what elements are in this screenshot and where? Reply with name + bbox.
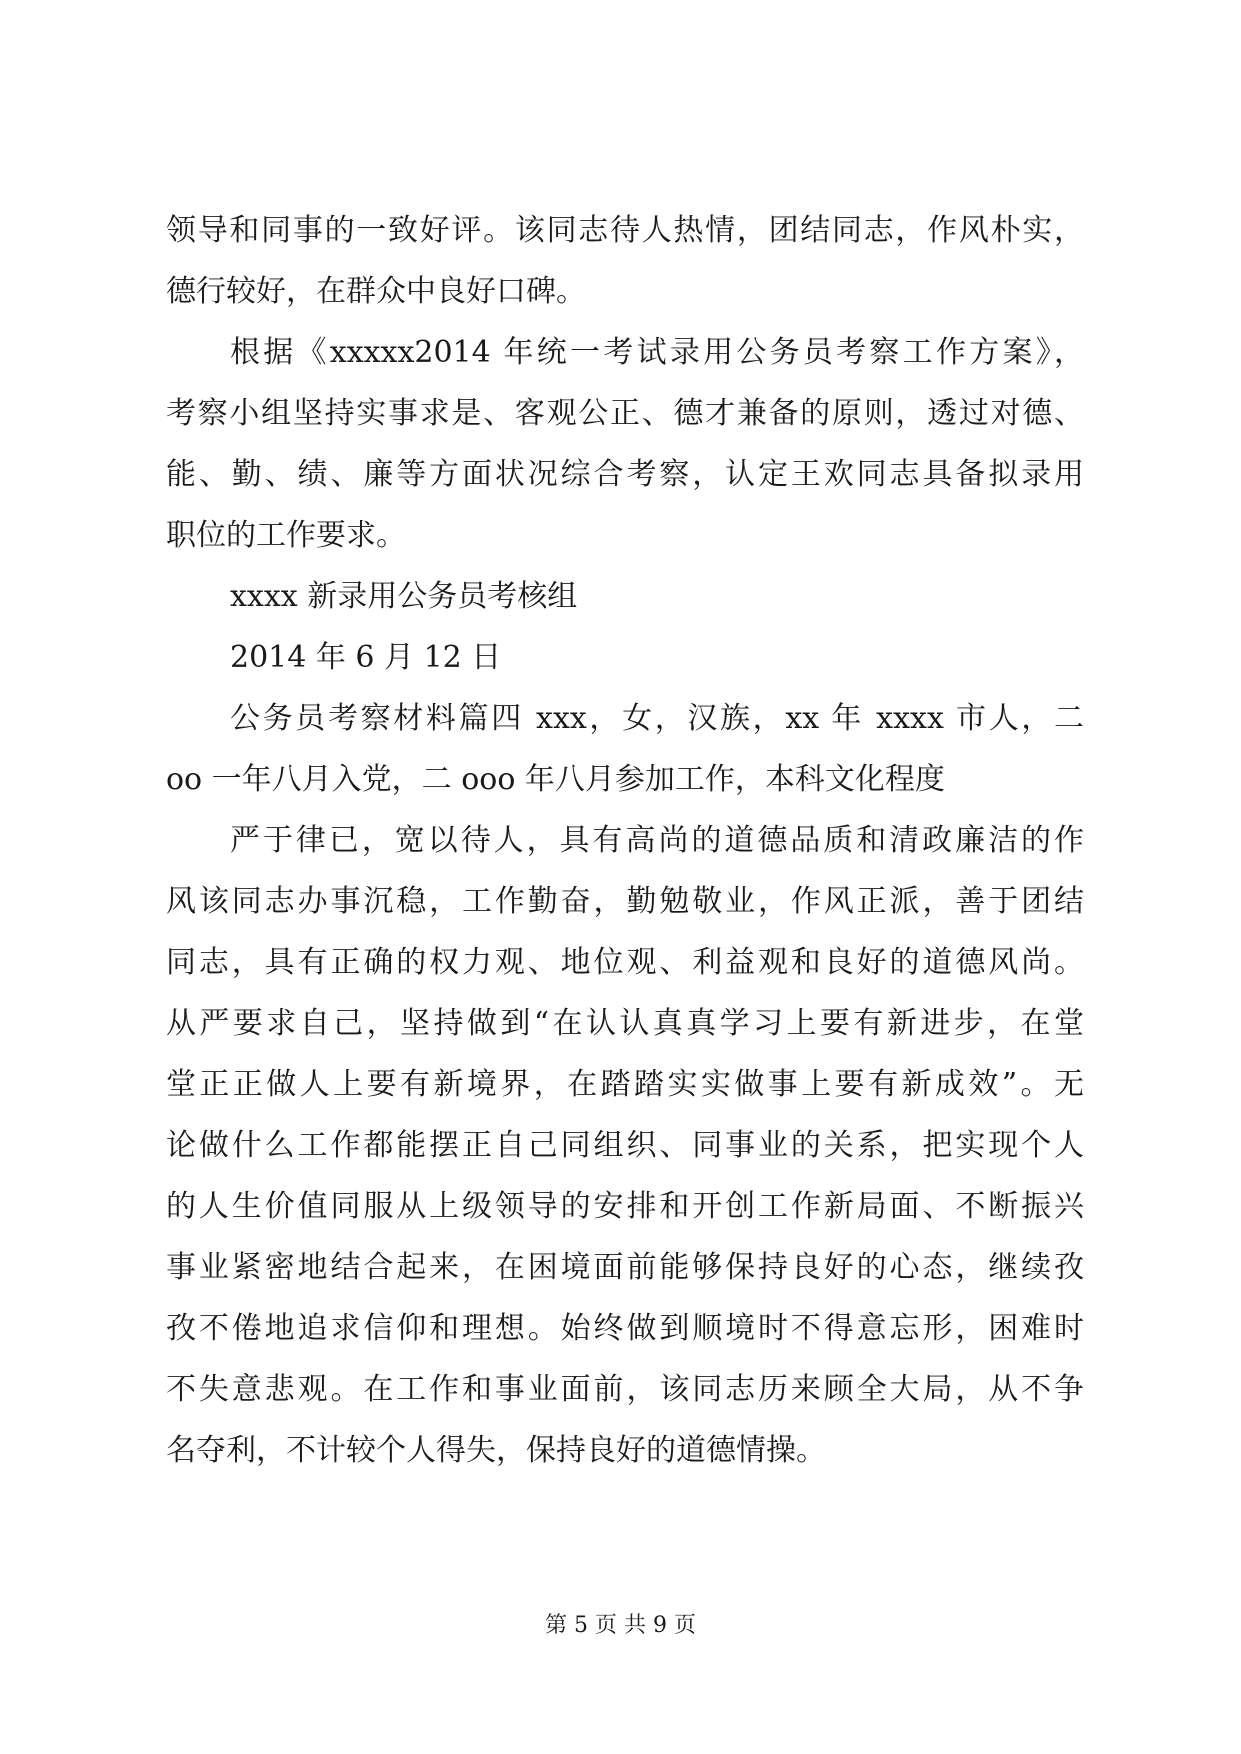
page-number-label: 第 5 页 共 9 页	[545, 1613, 696, 1638]
text-line: 论做什么工作都能摆正自己同组织、同事业的关系，把实现个人	[166, 1128, 1084, 1163]
text-line: 领导和同事的一致好评。该同志待人热情，团结同志，作风朴实，	[166, 213, 1084, 248]
text-line: 2014 年 6 月 12 日	[230, 640, 502, 675]
text-line: 德行较好，在群众中良好口碑。	[166, 274, 586, 309]
document-body	[166, 200, 1084, 1481]
text-line: 严于律已，宽以待人，具有高尚的道德品质和清政廉洁的作	[230, 823, 1084, 858]
text-line: 职位的工作要求。	[166, 518, 406, 553]
text-line: 的人生价值同服从上级领导的安排和开创工作新局面、不断振兴	[166, 1189, 1084, 1224]
text-line: 事业紧密地结合起来，在困境面前能够保持良好的心态，继续孜	[166, 1250, 1084, 1285]
text-line: 孜不倦地追求信仰和理想。始终做到顺境时不得意忘形，困难时	[166, 1311, 1084, 1346]
text-line: 风该同志办事沉稳，工作勤奋，勤勉敬业，作风正派，善于团结	[166, 884, 1084, 919]
text-line: 公务员考察材料篇四 xxx，女，汉族，xx 年 xxxx 市人，二	[230, 701, 1084, 736]
text-line: 不失意悲观。在工作和事业面前，该同志历来顾全大局，从不争	[166, 1372, 1084, 1407]
page-footer	[0, 1612, 1241, 1640]
text-line: 根据《xxxxx2014 年统一考试录用公务员考察工作方案》，	[230, 335, 1084, 370]
text-line: 名夺利，不计较个人得失，保持良好的道德情操。	[166, 1433, 826, 1468]
text-line: 从严要求自己，坚持做到“在认认真真学习上要有新进步，在堂	[166, 1006, 1084, 1041]
text-line: oo 一年八月入党，二 ooo 年八月参加工作，本科文化程度	[166, 762, 945, 797]
text-line: 考察小组坚持实事求是、客观公正、德才兼备的原则，透过对德、	[166, 396, 1084, 431]
text-line: 能、勤、绩、廉等方面状况综合考察，认定王欢同志具备拟录用	[166, 457, 1084, 492]
text-line: xxxx 新录用公务员考核组	[230, 579, 578, 614]
text-line: 同志，具有正确的权力观、地位观、利益观和良好的道德风尚。	[166, 945, 1084, 980]
text-line: 堂正正做人上要有新境界，在踏踏实实做事上要有新成效”。无	[166, 1067, 1084, 1102]
